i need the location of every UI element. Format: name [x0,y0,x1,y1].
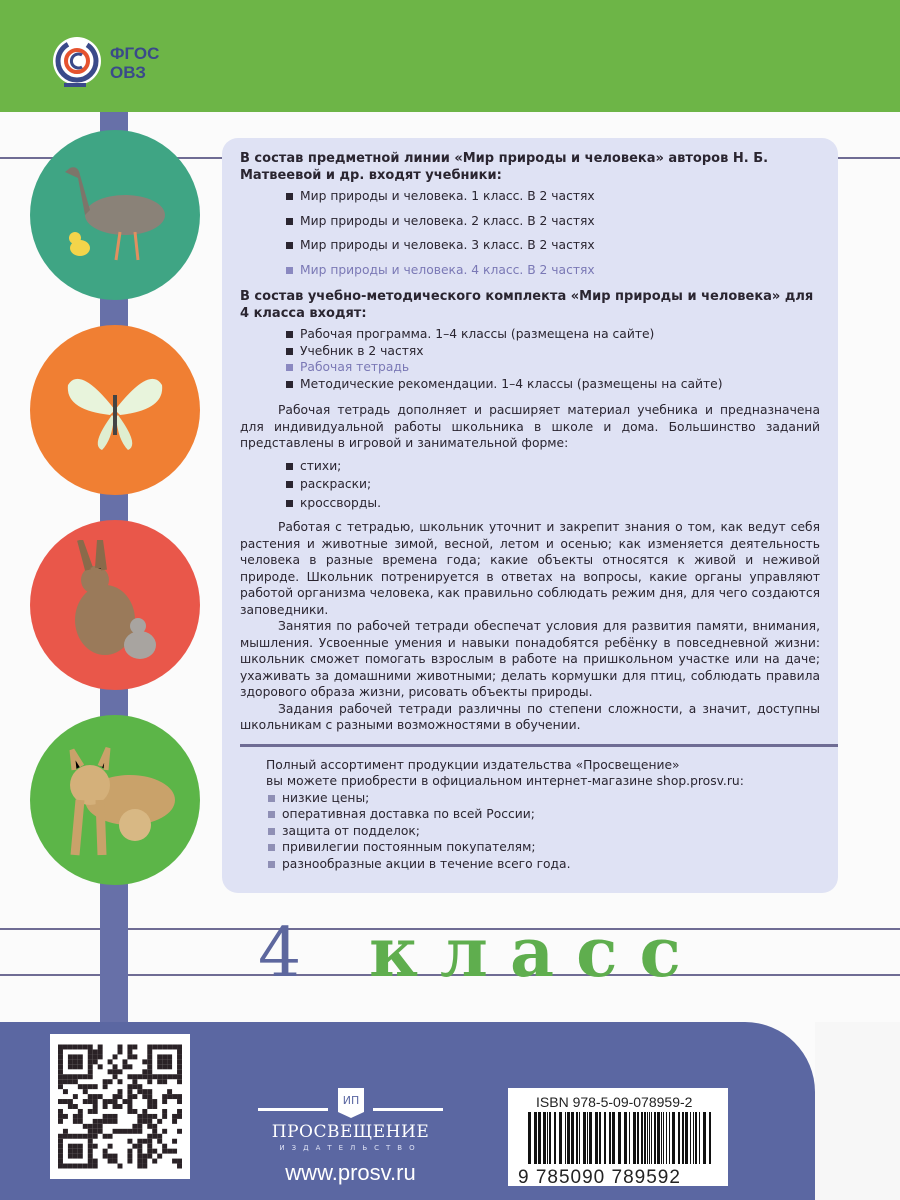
list-item-current [284,359,820,376]
list-item: оперативная доставка по всей России; [266,806,820,823]
shop-intro: вы можете приобрести в официальном интернет-магазине shop.prosv.ru: [266,774,744,788]
paragraph: Работая с тетрадью, школьник уточнит и закрепит знания о том, как ведут себя растения и животные зимой, весной, летом и осенью; как изменяется деятельность человека в разные времена года; какие объекты относятся к живой и неживой природе. Школьник потренируется в ответах на вопросы, какие органы управляют работой организма человека, как правильно соблюдать режим дня, для чего создаются заповедники. [240,520,820,617]
bottom-band [0,1022,815,1200]
shop-benefits [266,790,820,873]
grade-word: класс [368,913,703,993]
divider [240,744,838,747]
list-item: раскраски; [284,476,820,493]
white-edge [815,1022,900,1200]
logo-line2: ОВЗ [110,63,146,82]
qr-code-icon [58,1042,182,1171]
list-item [284,326,820,343]
list-item-current: Мир природы и человека. 4 класс. В 2 частях [284,262,820,279]
list-item: низкие цены; [266,790,820,807]
grade-title [258,913,703,993]
barcode-icon [528,1112,718,1164]
list-item: кроссворды. [284,495,820,512]
list-item: Мир природы и человека. 3 класс. В 2 частях [284,237,820,254]
fgos-logo [52,33,159,93]
list-item [284,343,820,360]
paragraph: Задания рабочей тетради различны по степени сложности, а значит, доступны школьникам с разными возможностями в обучении. [240,701,820,732]
publisher-subtitle: ИЗДАТЕЛЬСТВО [279,1144,422,1152]
kit-heading: В состав учебно-методического комплекта «Мир природы и человека» для 4 класса входят: [240,289,814,321]
publisher-logo-icon [258,1082,443,1118]
kit-item-title: Методические рекомендации. 1–4 классы [300,376,574,391]
list-item: Мир природы и человека. 2 класс. В 2 частях [284,213,820,230]
qr-code[interactable] [50,1034,190,1179]
list-item: стихи; [284,458,820,475]
forms-list [284,458,820,512]
paragraph: Занятия по рабочей тетради обеспечат условия для развития памяти, внимания, мышления. Усвоенные умения и навыки понадобятся ребёнку в повседневной жизни: школьник сможет помогать взрослым в работе на пришкольном участке или на даче; ухаживать за домашними животными; делать кормушки для птиц, соблюдать правила здорового образа жизни, рисовать объекты природы. [240,619,820,699]
publisher-url[interactable]: www.prosv.ru [285,1160,416,1185]
kit-item-title: Учебник в 2 частях [300,343,424,358]
barcode-digits: 9 785090 789592 [518,1167,681,1188]
kit-item-note: (размещена на сайте) [507,327,655,341]
textbooks-heading: В состав предметной линии «Мир природы и человека» авторов Н. Б. Матвеевой и др. входят учебники: [240,151,769,183]
isbn-label: ISBN 978-5-09-078959-2 [536,1094,693,1110]
publisher-block [258,1082,443,1186]
hare-illustration [30,520,200,690]
list-item: защита от подделок; [266,823,820,840]
paragraph: Рабочая тетрадь дополняет и расширяет материал учебника и предназначена для индивидуальной работы школьника в школе и дома. Большинство заданий представлены в игровой и занимательной форме: [240,403,820,450]
shop-intro: Полный ассортимент продукции издательства «Просвещение» [266,757,680,772]
shop-block [266,757,820,873]
info-panel [222,138,838,893]
butterfly-illustration [30,325,200,495]
kit-list [284,326,820,392]
goose-illustration [30,130,200,300]
list-item: разнообразные акции в течение всего года. [266,856,820,873]
list-item [284,376,820,393]
lynx-illustration [30,715,200,885]
kit-item-title: Рабочая тетрадь [300,360,410,374]
textbooks-list [284,188,820,278]
list-item: привилегии постоянным покупателям; [266,839,820,856]
grade-number: 4 [258,914,324,993]
logo-line1: ФГОС [110,44,160,63]
kit-item-title: Рабочая программа. 1–4 классы [300,327,507,341]
fgos-emblem-icon [52,33,102,93]
list-item: Мир природы и человека. 1 класс. В 2 частях [284,188,820,205]
kit-item-note: (размещены на сайте) [573,376,723,391]
svg-text:ИП: ИП [342,1094,360,1107]
isbn-barcode [508,1088,728,1186]
publisher-name: ПРОСВЕЩЕНИЕ [271,1122,430,1142]
